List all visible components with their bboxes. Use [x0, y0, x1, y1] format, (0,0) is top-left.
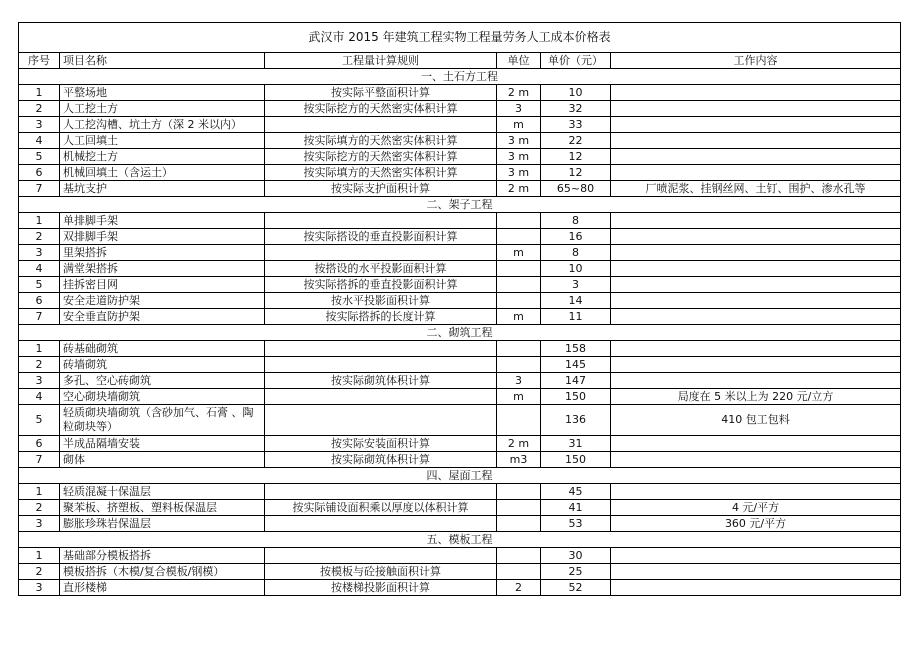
row-unit: m	[497, 309, 541, 325]
row-rule: 按楼梯投影面积计算	[265, 580, 497, 596]
table-row	[19, 309, 901, 325]
table-row	[19, 516, 901, 532]
row-number: 1	[19, 213, 60, 229]
table-row	[19, 149, 901, 165]
row-content	[611, 245, 901, 261]
row-rule: 按实际安装面积计算	[265, 436, 497, 452]
section-row	[19, 325, 901, 341]
row-number: 2	[19, 357, 60, 373]
row-item-name: 基础部分模板搭拆	[60, 548, 265, 564]
row-price: 53	[541, 516, 611, 532]
row-unit: 3 m	[497, 165, 541, 181]
row-content: 360 元/平方	[611, 516, 901, 532]
row-unit: m	[497, 245, 541, 261]
price-table-sheet	[18, 22, 900, 596]
row-rule: 按实际搭设的垂直投影面积计算	[265, 229, 497, 245]
section-row	[19, 468, 901, 484]
table-row	[19, 373, 901, 389]
row-content	[611, 309, 901, 325]
row-price: 41	[541, 500, 611, 516]
row-price: 158	[541, 341, 611, 357]
row-number: 1	[19, 484, 60, 500]
row-price: 45	[541, 484, 611, 500]
row-unit	[497, 405, 541, 436]
table-row	[19, 117, 901, 133]
row-unit: 2 m	[497, 181, 541, 197]
header-rule: 工程量计算规则	[265, 53, 497, 69]
header-name: 项目名称	[60, 53, 265, 69]
row-item-name: 机械回填土（含运土）	[60, 165, 265, 181]
section-title: 二、架子工程	[19, 197, 901, 213]
row-unit	[497, 213, 541, 229]
row-number: 2	[19, 500, 60, 516]
row-content	[611, 117, 901, 133]
table-row	[19, 85, 901, 101]
row-unit: m3	[497, 452, 541, 468]
row-price: 150	[541, 389, 611, 405]
section-row	[19, 69, 901, 85]
row-price: 52	[541, 580, 611, 596]
row-rule	[265, 405, 497, 436]
row-item-name: 里架搭拆	[60, 245, 265, 261]
row-item-name: 人工挖沟槽、坑土方（深 2 米以内）	[60, 117, 265, 133]
row-item-name: 直形楼梯	[60, 580, 265, 596]
row-number: 1	[19, 548, 60, 564]
row-rule	[265, 389, 497, 405]
row-number: 2	[19, 564, 60, 580]
row-rule: 按实际挖方的天然密实体积计算	[265, 101, 497, 117]
row-rule: 按实际挖方的天然密实体积计算	[265, 149, 497, 165]
row-unit	[497, 564, 541, 580]
row-item-name: 多孔、空心砖砌筑	[60, 373, 265, 389]
table-row	[19, 245, 901, 261]
row-price: 8	[541, 245, 611, 261]
table-row	[19, 341, 901, 357]
row-rule: 按模板与砼接触面积计算	[265, 564, 497, 580]
row-price: 3	[541, 277, 611, 293]
row-item-name: 满堂架搭拆	[60, 261, 265, 277]
table-row	[19, 405, 901, 436]
row-content	[611, 101, 901, 117]
row-item-name: 半成品隔墙安装	[60, 436, 265, 452]
row-number: 5	[19, 149, 60, 165]
row-item-name: 双排脚手架	[60, 229, 265, 245]
table-title: 武汉市 2015 年建筑工程实物工程量劳务人工成本价格表	[19, 23, 901, 53]
row-price: 11	[541, 309, 611, 325]
row-number: 3	[19, 373, 60, 389]
row-unit: 2 m	[497, 85, 541, 101]
row-item-name: 聚苯板、挤塑板、塑料板保温层	[60, 500, 265, 516]
row-unit: m	[497, 389, 541, 405]
row-unit: 3 m	[497, 149, 541, 165]
row-unit	[497, 548, 541, 564]
row-item-name: 安全走道防护架	[60, 293, 265, 309]
row-price: 10	[541, 85, 611, 101]
row-price: 30	[541, 548, 611, 564]
row-unit	[497, 229, 541, 245]
section-title: 一、土石方工程	[19, 69, 901, 85]
table-row	[19, 165, 901, 181]
row-rule: 按实际填方的天然密实体积计算	[265, 133, 497, 149]
section-row	[19, 197, 901, 213]
row-number: 6	[19, 165, 60, 181]
table-row	[19, 133, 901, 149]
price-table	[18, 22, 901, 596]
row-unit	[497, 261, 541, 277]
row-rule	[265, 484, 497, 500]
row-content: 4 元/平方	[611, 500, 901, 516]
row-rule	[265, 357, 497, 373]
row-unit: 2	[497, 580, 541, 596]
row-unit	[497, 293, 541, 309]
row-rule: 按实际支护面积计算	[265, 181, 497, 197]
row-item-name: 安全垂直防护架	[60, 309, 265, 325]
row-unit	[497, 500, 541, 516]
row-number: 5	[19, 405, 60, 436]
row-price: 16	[541, 229, 611, 245]
header-price: 单价（元）	[541, 53, 611, 69]
row-item-name: 轻质砌块墙砌筑（含砂加气、石膏 、陶粒砌块等）	[60, 405, 265, 436]
row-item-name: 平整场地	[60, 85, 265, 101]
row-content	[611, 165, 901, 181]
section-title: 二、砌筑工程	[19, 325, 901, 341]
row-item-name: 挂拆密目网	[60, 277, 265, 293]
row-number: 6	[19, 293, 60, 309]
row-content	[611, 229, 901, 245]
row-price: 145	[541, 357, 611, 373]
header-unit: 单位	[497, 53, 541, 69]
row-content	[611, 357, 901, 373]
row-unit: m	[497, 117, 541, 133]
row-number: 6	[19, 436, 60, 452]
row-rule: 按实际铺设面积乘以厚度以体积计算	[265, 500, 497, 516]
row-number: 3	[19, 245, 60, 261]
row-item-name: 人工挖土方	[60, 101, 265, 117]
row-item-name: 轻质混凝十保温层	[60, 484, 265, 500]
table-row	[19, 277, 901, 293]
table-row	[19, 436, 901, 452]
row-rule: 按实际填方的天然密实体积计算	[265, 165, 497, 181]
row-rule	[265, 117, 497, 133]
table-row	[19, 564, 901, 580]
header-row	[19, 53, 901, 69]
row-price: 22	[541, 133, 611, 149]
table-row	[19, 293, 901, 309]
table-row	[19, 484, 901, 500]
row-content	[611, 277, 901, 293]
row-price: 8	[541, 213, 611, 229]
row-number: 7	[19, 452, 60, 468]
row-content	[611, 580, 901, 596]
row-unit: 3	[497, 373, 541, 389]
title-row	[19, 23, 901, 53]
row-item-name: 基坑支护	[60, 181, 265, 197]
row-item-name: 模板搭拆（木模/复合模板/钢模）	[60, 564, 265, 580]
table-row	[19, 101, 901, 117]
row-number: 5	[19, 277, 60, 293]
row-content	[611, 452, 901, 468]
row-rule: 按实际砌筑体积计算	[265, 452, 497, 468]
row-rule: 按实际搭拆的长度计算	[265, 309, 497, 325]
row-number: 3	[19, 117, 60, 133]
row-number: 3	[19, 580, 60, 596]
row-content	[611, 133, 901, 149]
table-row	[19, 389, 901, 405]
row-item-name: 人工回填土	[60, 133, 265, 149]
table-row	[19, 548, 901, 564]
row-content: 厂喷泥浆、挂钢丝网、土钉、围护、渗水孔等	[611, 181, 901, 197]
row-content: 410 包工包料	[611, 405, 901, 436]
row-price: 31	[541, 436, 611, 452]
row-rule: 按实际平整面积计算	[265, 85, 497, 101]
row-number: 4	[19, 389, 60, 405]
table-row	[19, 357, 901, 373]
row-content	[611, 548, 901, 564]
row-content	[611, 213, 901, 229]
row-content	[611, 341, 901, 357]
row-price: 65~80	[541, 181, 611, 197]
row-item-name: 砌体	[60, 452, 265, 468]
row-number: 3	[19, 516, 60, 532]
header-no: 序号	[19, 53, 60, 69]
row-content	[611, 373, 901, 389]
row-price: 14	[541, 293, 611, 309]
table-row	[19, 229, 901, 245]
row-content	[611, 261, 901, 277]
row-item-name: 空心砌块墙砌筑	[60, 389, 265, 405]
row-unit	[497, 357, 541, 373]
row-number: 4	[19, 261, 60, 277]
row-rule	[265, 548, 497, 564]
table-row	[19, 261, 901, 277]
row-item-name: 单排脚手架	[60, 213, 265, 229]
row-unit: 2 m	[497, 436, 541, 452]
row-rule: 按搭设的水平投影面积计算	[265, 261, 497, 277]
section-title: 四、屋面工程	[19, 468, 901, 484]
row-content	[611, 149, 901, 165]
row-rule	[265, 341, 497, 357]
row-content	[611, 85, 901, 101]
row-item-name: 机械挖土方	[60, 149, 265, 165]
section-title: 五、模板工程	[19, 532, 901, 548]
section-row	[19, 532, 901, 548]
row-price: 136	[541, 405, 611, 436]
row-number: 7	[19, 309, 60, 325]
row-content	[611, 293, 901, 309]
row-price: 150	[541, 452, 611, 468]
row-rule	[265, 213, 497, 229]
row-unit: 3	[497, 101, 541, 117]
row-rule: 按实际搭拆的垂直投影面积计算	[265, 277, 497, 293]
row-price: 12	[541, 149, 611, 165]
row-rule	[265, 516, 497, 532]
row-price: 10	[541, 261, 611, 277]
row-unit: 3 m	[497, 133, 541, 149]
row-number: 4	[19, 133, 60, 149]
row-rule: 按实际砌筑体积计算	[265, 373, 497, 389]
row-item-name: 砖基础砌筑	[60, 341, 265, 357]
row-item-name: 砖墙砌筑	[60, 357, 265, 373]
table-row	[19, 452, 901, 468]
row-unit	[497, 484, 541, 500]
row-unit	[497, 277, 541, 293]
row-number: 1	[19, 85, 60, 101]
row-content	[611, 564, 901, 580]
row-unit	[497, 341, 541, 357]
row-unit	[497, 516, 541, 532]
row-price: 25	[541, 564, 611, 580]
table-row	[19, 580, 901, 596]
row-number: 1	[19, 341, 60, 357]
header-content: 工作内容	[611, 53, 901, 69]
row-number: 7	[19, 181, 60, 197]
row-rule: 按水平投影面积计算	[265, 293, 497, 309]
row-price: 147	[541, 373, 611, 389]
row-number: 2	[19, 229, 60, 245]
row-price: 12	[541, 165, 611, 181]
row-price: 32	[541, 101, 611, 117]
row-content: 局度在 5 米以上为 220 元/立方	[611, 389, 901, 405]
row-item-name: 膨胀珍珠岩保温层	[60, 516, 265, 532]
table-row	[19, 213, 901, 229]
row-rule	[265, 245, 497, 261]
row-price: 33	[541, 117, 611, 133]
table-row	[19, 500, 901, 516]
row-content	[611, 484, 901, 500]
row-number: 2	[19, 101, 60, 117]
table-row	[19, 181, 901, 197]
row-content	[611, 436, 901, 452]
